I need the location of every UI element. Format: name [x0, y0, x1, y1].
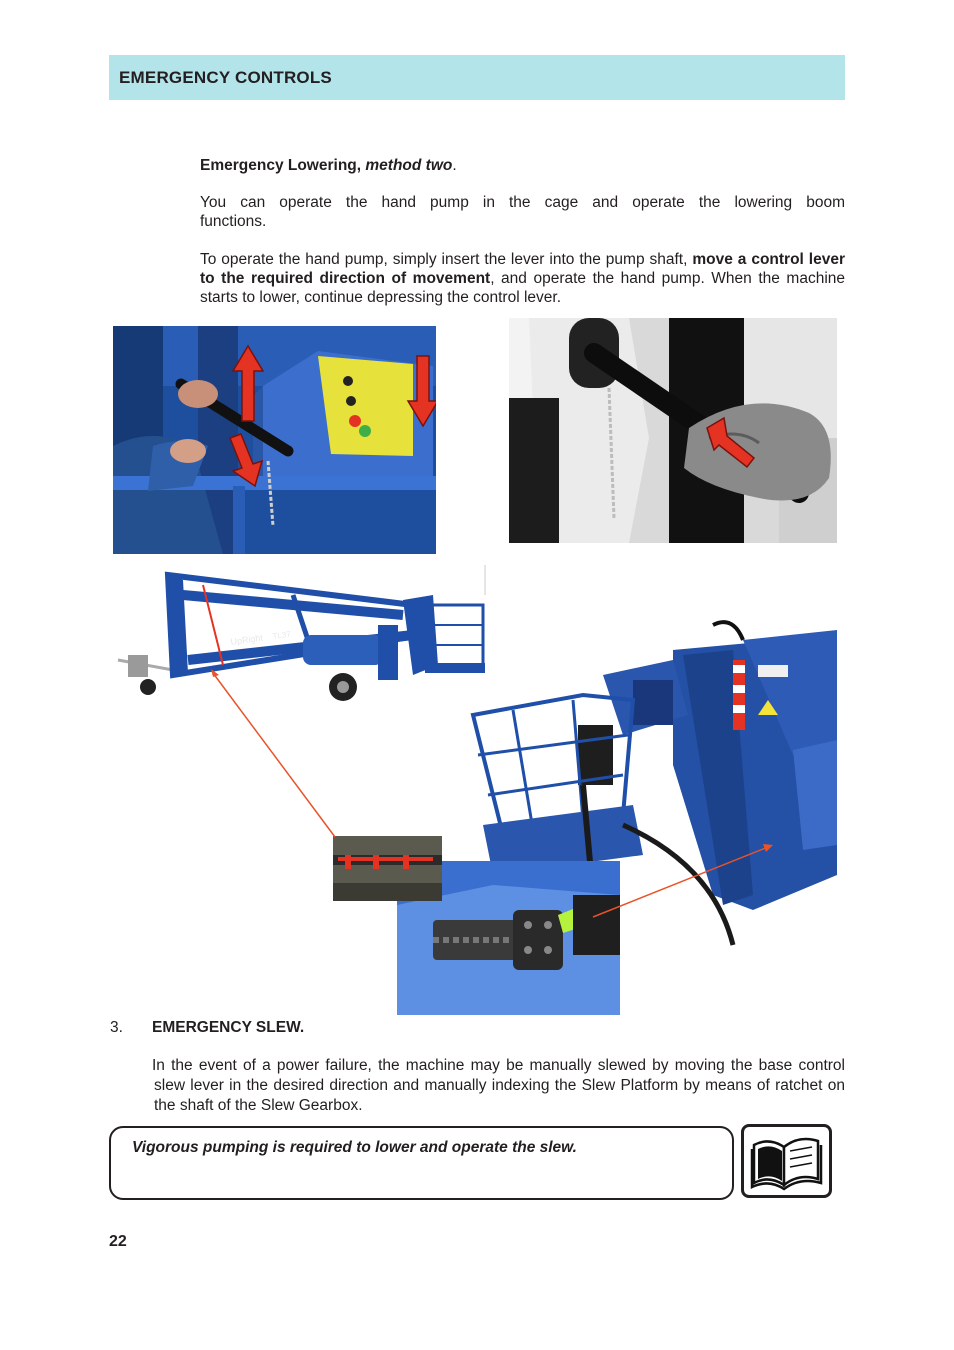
boom-lift-overview-photo — [113, 565, 837, 1015]
lowering-paragraph-1: You can operate the hand pump in the cage and operate the lowering boom functions. — [200, 194, 845, 230]
lowering-paragraph-2 — [200, 250, 845, 307]
machine-brand-label: UpRight — [229, 632, 264, 647]
slew-lever-inset-photo — [333, 836, 442, 901]
section-title: EMERGENCY CONTROLS — [119, 67, 332, 87]
emergency-slew-number: 3. — [110, 1019, 123, 1036]
note-box — [109, 1126, 734, 1200]
hand-on-pump-lever-photo — [509, 318, 837, 543]
lowering-heading-italic: method two — [365, 157, 453, 174]
lowering-paragraph-2-end: , and operate the hand pump. When the machine starts to lower, continue depressing the control lever. — [200, 270, 845, 306]
note-text: Vigorous pumping is required to lower and operate the slew. — [132, 1139, 577, 1156]
page-number: 22 — [109, 1233, 127, 1250]
hand-pump-lever-photo — [113, 326, 436, 554]
lowering-heading-end: . — [452, 157, 457, 174]
emergency-slew-title: EMERGENCY SLEW. — [152, 1019, 305, 1036]
lowering-paragraph-2-bold: move a control lever to the required direction of movement — [200, 251, 845, 287]
open-book-icon — [741, 1124, 832, 1198]
lowering-paragraph-2-start: To operate the hand pump, simply insert the lever into the pump shaft, — [200, 251, 693, 268]
machine-model-label: TL37 — [272, 629, 292, 641]
emergency-slew-body: In the event of a power failure, the machine may be manually slewed by moving the base control slew lever in the desired direction and manually indexing the Slew Platform by means of ratchet on the shaft of the Slew Gearbox. — [152, 1057, 845, 1114]
lowering-heading-bold: Emergency Lowering, — [200, 157, 366, 174]
lowering-heading — [200, 156, 845, 175]
section-header-bar — [109, 55, 845, 100]
